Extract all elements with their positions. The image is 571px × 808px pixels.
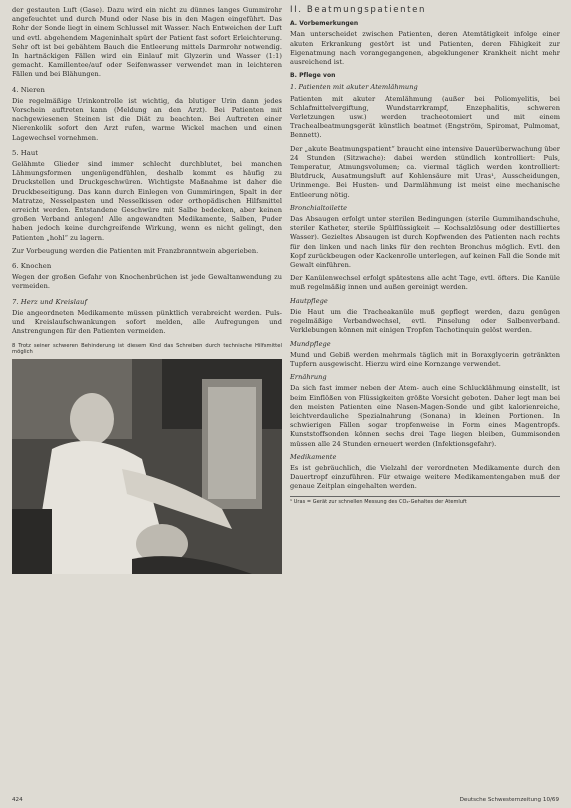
subsection-b1-heading: 1. Patienten mit akuter Atemlähmung <box>290 83 418 92</box>
journal-name: Deutsche Schwesternzeitung 10/69 <box>459 797 559 803</box>
section-7-text: Die angeordneten Medikamente müssen pünktlich verabreicht werden. Puls- und Kreislaufschwankungen sofort melden, alle Aufregungen und Anstrengungen für den Patienten vermeiden. <box>12 308 282 336</box>
skin-care-heading: Hautpflege <box>290 296 328 305</box>
skin-care-text: Die Haut um die Tracheakanüle muß gepflegt werden, dazu genügen regelmäßige Verbandwechsel, evtl. Pinselung oder Salbenverband. Verklebungen können mit einigen Tropfen Tachotinquin gelöst werden. <box>290 307 560 335</box>
subsection-a-text: Man unterscheidet zwischen Patienten, deren Atemtätigkeit infolge einer akuten Erkrankung gestört ist und Patienten, deren Fähigkeit zur Eigenatmung nach vorangegangenen, abgeklungener Krankheit nicht mehr ausreichend ist. <box>290 30 560 67</box>
section-4-text: Die regelmäßige Urinkontrolle ist wichtig, da blutiger Urin dann jedes Vorschein auftreten kann (Meldung an den Arzt). Bei Patienten mit nachgewiesenen Steinen ist die Diät zu beachten. Bei Auftreten einer Nierenkolik sofort den Arzt rufen, warme Wickel machen und einen Lagewechsel vornehmen. <box>12 96 282 142</box>
section-6-heading: 6. Knochen <box>12 262 52 271</box>
photo-image <box>12 359 282 574</box>
intro-paragraph: der gestauten Luft (Gase). Dazu wird ein nicht zu dünnes langes Gummirohr angefeuchtet und durch Mund oder Nase bis in den Magen eingeführt. Das Rohr der Sonde liegt in einem Schlussel mit Wasser. Nach Entweichen der Luft und evtl. abgehendem Mageninhalt spürt der Patient fast sofort Erleichterung. Sehr oft ist bei gebähtem Bauch die Entleerung mittels Darmrohr notwendig. In hartnäckigen Fällen wird ein Einlauf mit Glyzerin und Wasser (1:1) gemacht. Kamillentee/auf oder Seifenwasser verwendet man in leichteren Fällen und bei Blähungen. <box>12 6 282 79</box>
section-4-heading: 4. Nieren <box>12 85 45 94</box>
section-5-text-2: Zur Vorbeugung werden die Patienten mit Franzbranntwein abgerieben. <box>12 246 259 255</box>
section-5-text: Gelähmte Glieder sind immer schlecht durchblutet, bei manchen Lähmungsformen ungenügendfühlen, deshalb kommt es häufig zu Druckstellen und Druckgeschwüren. Wichtigste Maßnahme ist daher die Druckbeseitigung. Das kann durch Einlegen von Gummiringen, Spalt in der Matratze, Nesselpasten und Nesselkissen oder orthopädischen Hilfsmittel erreicht werden. Entstandene Geschwüre mit Salbe bedecken, aber keinen großen Verband anlegen! Alle angewandten Medikamente, Salben, Puder haben jedoch keine durchgreifende Wirkung, wenn es nicht gelingt, den Patienten „hohl“ zu lagern. <box>12 160 282 242</box>
left-column <box>12 6 282 574</box>
mouth-care-heading: Mundpflege <box>290 339 331 348</box>
footnote: ¹ Uras = Gerät zur schnellen Messung des CO₂-Gehaltes der Atemluft <box>290 496 560 506</box>
bronchial-text-2: Der Kanülenwechsel erfolgt spätestens alle acht Tage, evtl. öfters. Die Kanüle muß regelmäßig innen und außen gereinigt werden. <box>290 274 560 292</box>
photo <box>12 359 282 574</box>
bronchial-text: Das Absaugen erfolgt unter sterilen Bedingungen (sterile Gummihandschuhe, steriler Katheter, sterile Spülflüssigkeit — Kochsalzlösung oder destilliertes Wasser). Gezieltes Absaugen ist durch Kopfwenden des Patienten nach rechts für den linken und nach links für den rechten Bronchus möglich. Evtl. den Kopf zurückbeugen oder Kackenrolle unterlegen, auf keinen Fall die Sonde mit Gewalt einführen. <box>290 215 560 270</box>
bronchial-heading: Bronchialtoilette <box>290 203 348 212</box>
section-7-heading: 7. Herz und Kreislauf <box>12 297 88 306</box>
photo-caption: 8 Trotz seiner schweren Behinderung ist diesem Kind das Schreiben durch technische Hilfsmittel möglich <box>12 342 282 356</box>
nutrition-heading: Ernährung <box>290 373 327 382</box>
mouth-care-text: Mund und Gebiß werden mehrmals täglich mit in Boraxglycerin getränkten Tupfern ausgewischt. Hierzu wird eine Kornzange verwendet. <box>290 350 560 368</box>
medication-text: Es ist gebräuchlich, die Vielzahl der verordneten Medikamente durch den Dauertropf einzuführen. Für etwaige weitere Medikamentengaben muß der genaue Zeitplan eingehalten werden. <box>290 463 560 491</box>
medication-heading: Medikamente <box>290 452 337 461</box>
subsection-b1-text-2: Der „akute Beatmungspatient“ braucht eine intensive Dauerüberwachung über 24 Stunden (Sitzwache): dabei werden stündlich kontrolliert: Puls, Temperatur, Atmungsvolumen; ca. viermal täglich werden kontrolliert: Blutdruck, Ausatmungsluft auf Kohlensäure mit Uras¹, Ausscheidungen, Urinmenge. Bei Husten- und Darmlähmung ist meist eine mechanische Entleerung nötig. <box>290 144 560 199</box>
right-column <box>290 6 560 505</box>
chapter-heading: II. Beatmungspatienten <box>290 5 427 15</box>
nutrition-text: Da sich fast immer neben der Atem- auch eine Schlucklähmung einstellt, ist beim Einflößen von Flüssigkeiten größte Vorsicht geboten. Daher legt man bei den meisten Patienten eine Nasen-Magen-Sonde und gibt kalorienreiche, leichtverdauliche Spezialnahrung (Sonana) in kleinen Portionen. In schwierigen Fällen sogar tropfenweise in Form eines Magentropfs. Kunststoffsonden können sechs drei Tage liegen bleiben, Gummisonden müssen alle 24 Stunden erneuert werden (Infektionsgefahr). <box>290 384 560 448</box>
subsection-b-heading: B. Pflege von <box>290 72 336 80</box>
page-number: 424 <box>12 797 23 803</box>
section-6-text: Wegen der großen Gefahr von Knochenbrüchen ist jede Gewaltanwendung zu vermeiden. <box>12 273 282 291</box>
subsection-b1-text: Patienten mit akuter Atemlähmung (außer bei Poliomyelitis, bei Schlafmittelvergiftung, Wundstarrkrampf, Enzephalitis, schweren Verletzungen usw.) werden tracheotomiert und mit einem Trachealbeatmungsgerät künstlich beatmet (Engström, Spiromat, Pulmomat, Bennett). <box>290 94 560 140</box>
subsection-a-heading: A. Vorbemerkungen <box>290 20 359 28</box>
section-5-heading: 5. Haut <box>12 148 39 157</box>
